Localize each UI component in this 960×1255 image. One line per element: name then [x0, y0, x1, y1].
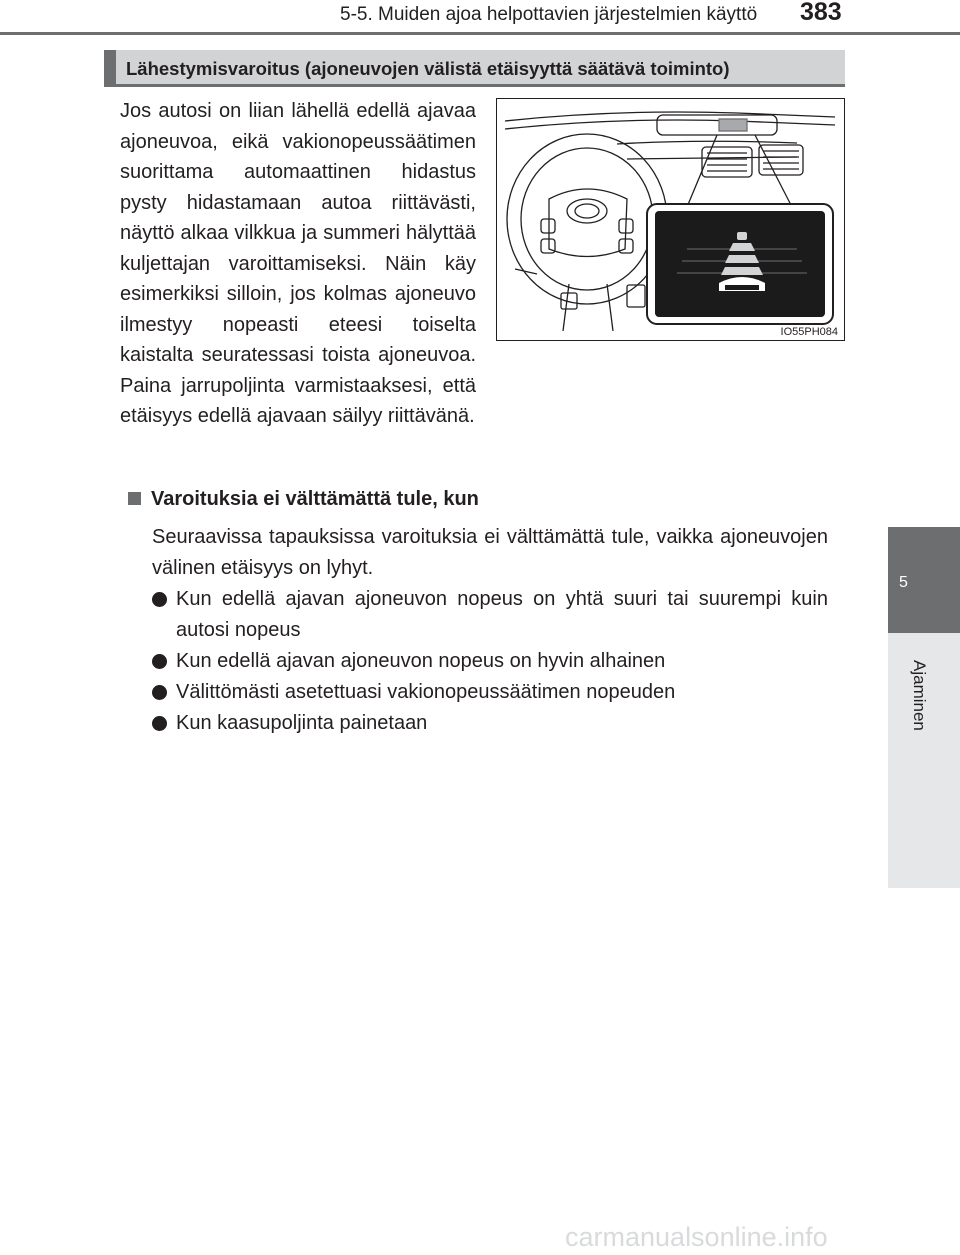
header-rule: [0, 32, 960, 35]
list-item: [152, 677, 828, 708]
dashboard-illustration: [496, 98, 845, 341]
section-heading-box: [104, 50, 845, 87]
running-header: 5-5. Muiden ajoa helpottavien järjestelmien käyttö: [340, 4, 758, 25]
list-item-text: Kun kaasupoljinta painetaan: [176, 712, 428, 734]
list-item: [152, 584, 828, 645]
subsection-heading-text: Varoituksia ei välttämättä tule, kun: [151, 488, 479, 510]
square-bullet-icon: [128, 492, 141, 505]
bullet-dot-icon: [152, 685, 167, 700]
dashboard-drawing: [497, 99, 844, 340]
watermark: carmanualsonline.info: [565, 1222, 828, 1252]
bullet-dot-icon: [152, 716, 167, 731]
bullet-dot-icon: [152, 592, 167, 607]
chapter-number: 5: [899, 574, 908, 591]
bullet-dot-icon: [152, 654, 167, 669]
subsection-paragraph: Seuraavissa tapauksissa varoituksia ei välttämättä tule, vaikka ajoneuvojen välinen etäisyys on lyhyt.: [152, 526, 828, 579]
intro-paragraph: Jos autosi on liian lähellä edellä ajavaa ajoneuvoa, eikä vakionopeussäätimen suorittama automaattinen hidastus pysty hidastamaan autoa riittävästi, näyttö alkaa vilkkua ja summeri hälyttää kuljettajan varoittamiseksi. Näin käy esimerkiksi silloin, jos kolmas ajoneuvo ilmestyy nopeasti eteesi toiselta kaistalta seuratessasi toista ajoneuvoa. Paina jarrupoljinta varmistaaksesi, että etäisyys edellä ajavaan säilyy riittävänä.: [120, 100, 476, 427]
list-item-text: Välittömästi asetettuasi vakionopeussäätimen nopeuden: [176, 681, 676, 703]
list-item-text: Kun edellä ajavan ajoneuvon nopeus on hyvin alhainen: [176, 650, 666, 672]
list-item-text: Kun edellä ajavan ajoneuvon nopeus on yhtä suuri tai suurempi kuin autosi nopeus: [176, 588, 828, 641]
list-item: [152, 708, 828, 739]
figure-code: IO55PH084: [780, 326, 838, 338]
page-number: 383: [800, 0, 842, 26]
section-heading-bar: [104, 50, 116, 87]
subsection-heading: [128, 488, 479, 511]
section-title: Lähestymisvaroitus (ajoneuvojen välistä etäisyyttä säätävä toiminto): [126, 58, 730, 79]
list-item: [152, 646, 828, 677]
chapter-label: Ajaminen: [910, 660, 929, 731]
